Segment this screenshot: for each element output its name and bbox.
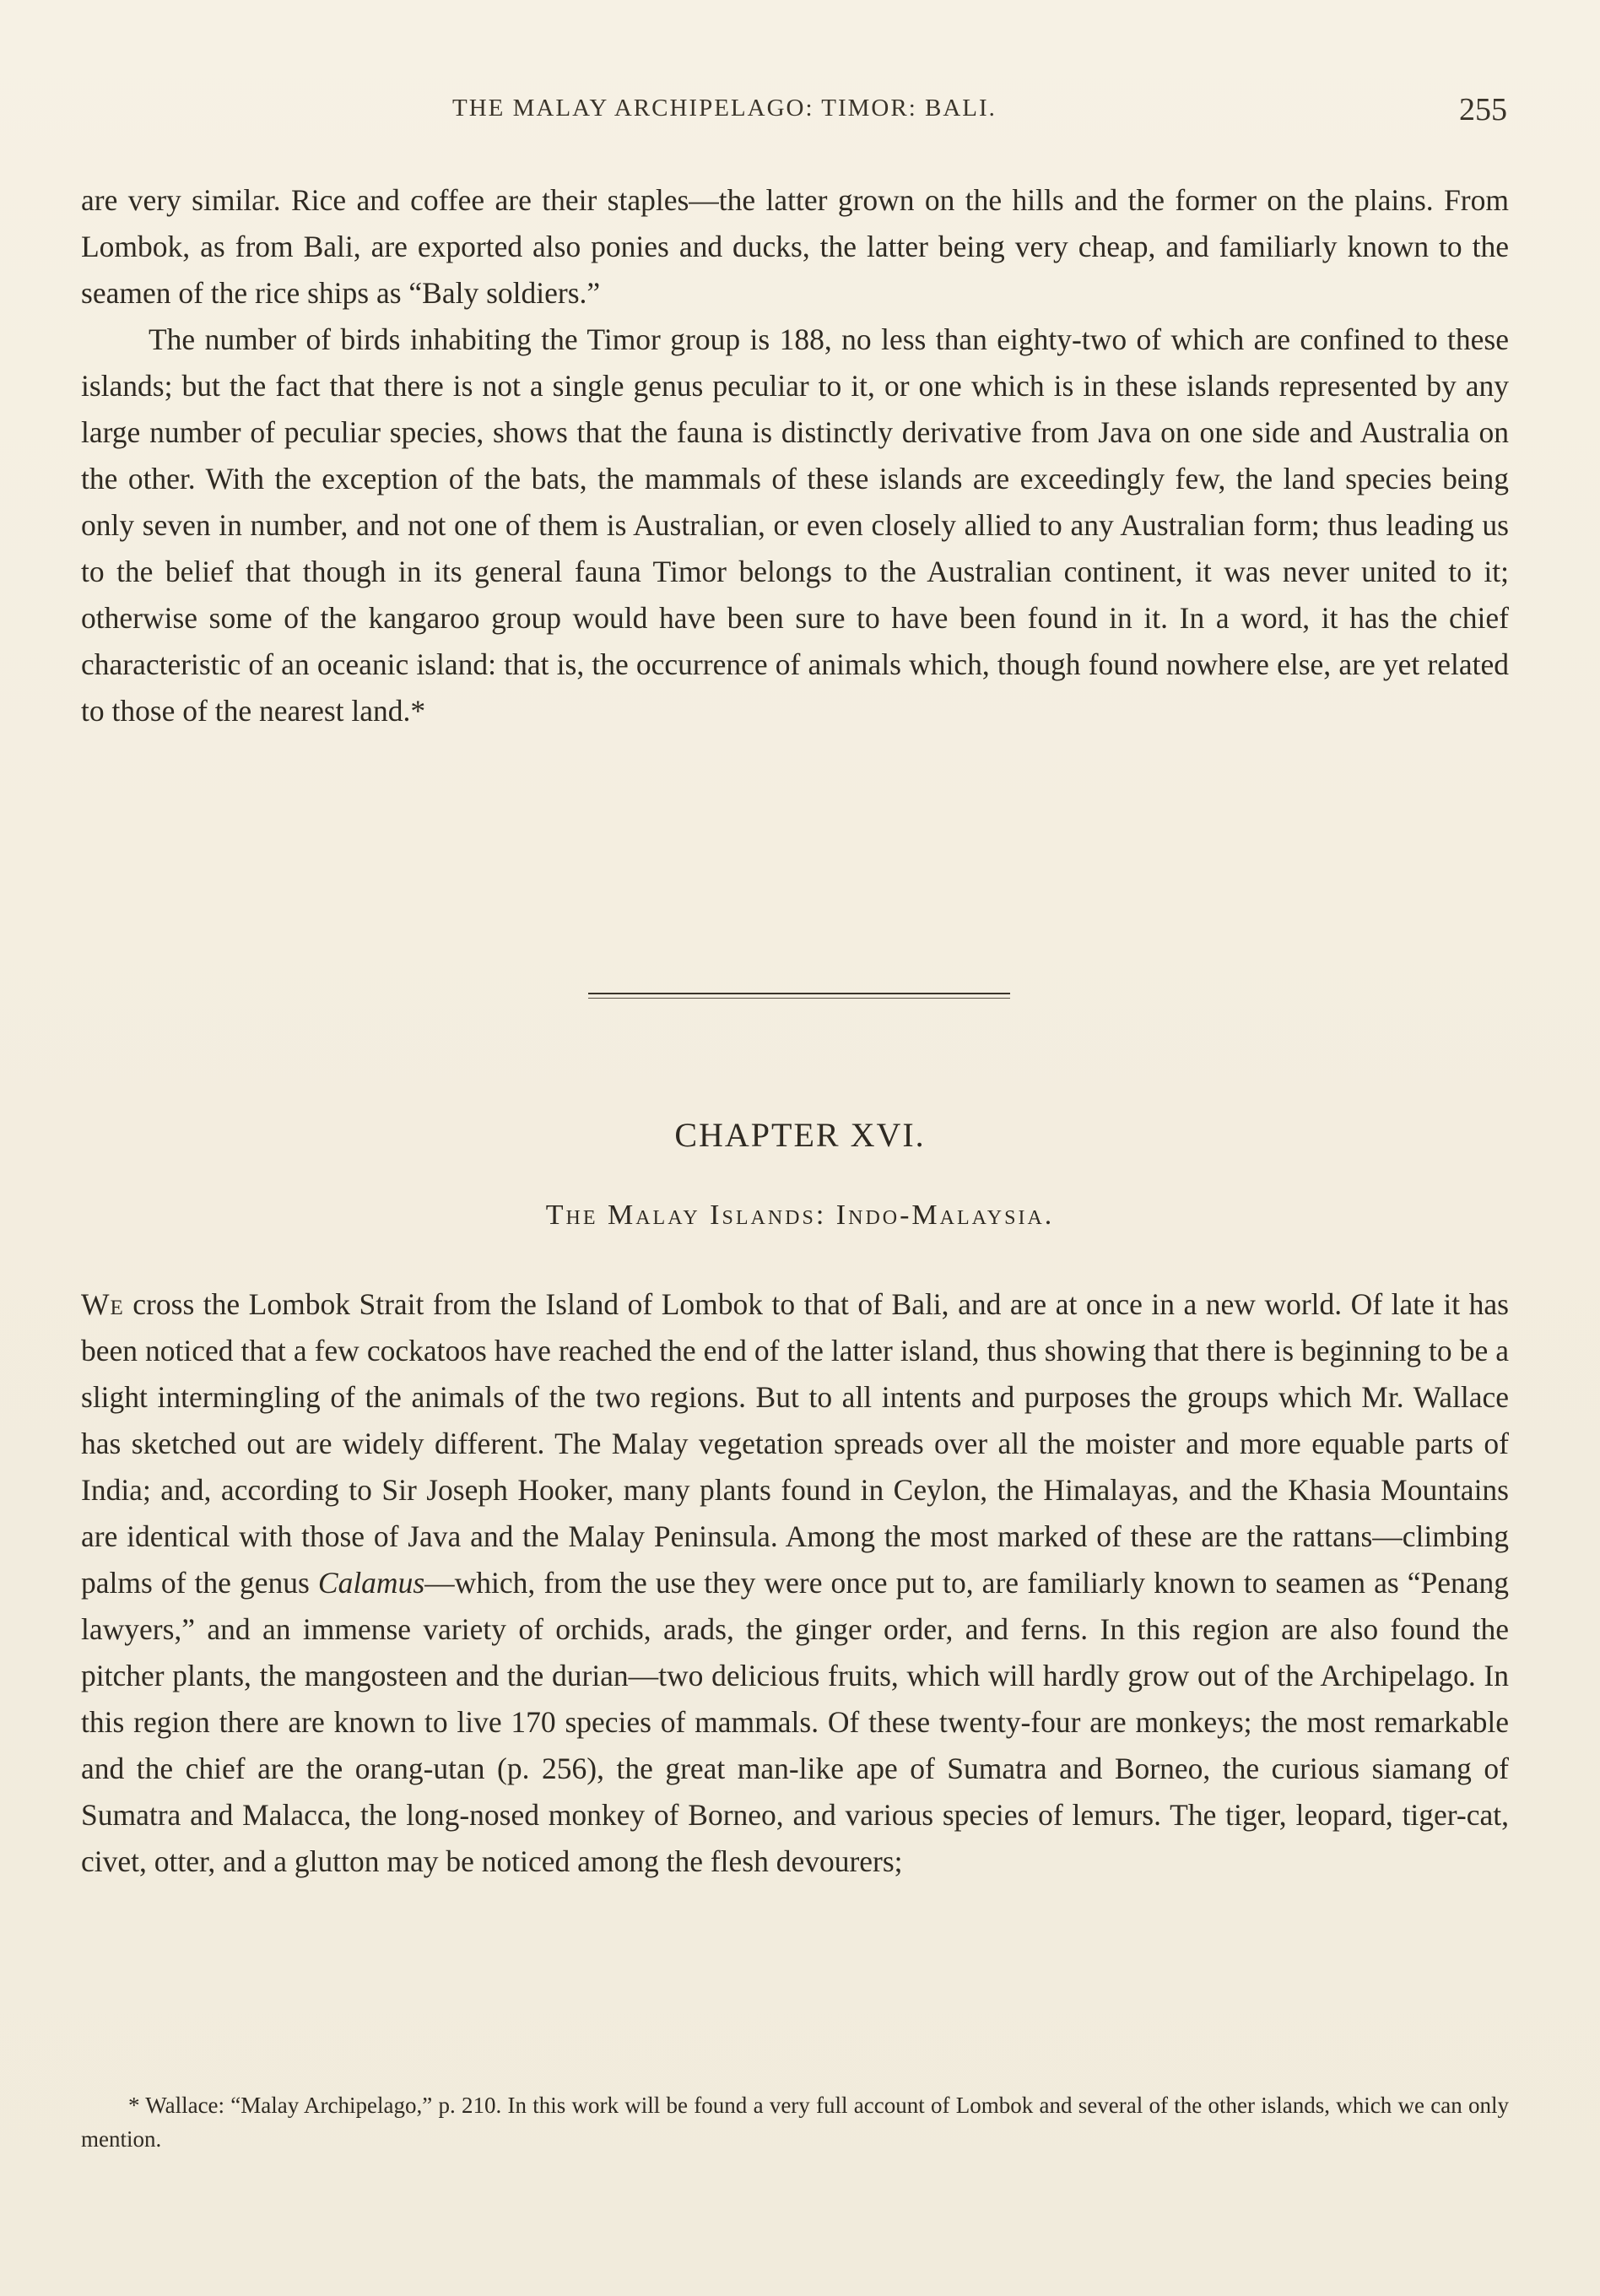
section-divider-rule bbox=[588, 993, 1010, 994]
chapter-heading: CHAPTER XVI. bbox=[674, 1116, 926, 1154]
chapter-text-block bbox=[81, 1281, 1509, 1885]
chapter-opening-word: We bbox=[81, 1287, 124, 1321]
section-divider-rule-secondary bbox=[588, 998, 1010, 999]
chapter-text-part-1: cross the Lombok Strait from the Island of Lombok to that of Bali, and are at once in a new world. Of late it has been noticed that a few cockatoos have reached the end of the latter island, thus showing that there is beginning to be a slight intermingling of the animals of the two regions. But to all intents and purposes the groups which Mr. Wallace has sketched out are widely different. The Malay vegetation spreads over all the moister and more equable parts of India; and, according to Sir Joseph Hooker, many plants found in Ceylon, the Himalayas, and the Khasia Mountains are identical with those of Java and the Malay Peninsula. Among the most marked of these are the rattans—climbing palms of the genus bbox=[81, 1287, 1509, 1600]
footnote-text: * Wallace: “Malay Archipelago,” p. 210. In this work will be found a very full account of Lombok and several of the other islands, which we can only mention. bbox=[81, 2093, 1509, 2152]
chapter-subtitle: The Malay Islands: Indo-Malaysia. bbox=[545, 1199, 1055, 1231]
intro-paragraph-2: The number of birds inhabiting the Timor group is 188, no less than eighty-two of which are confined to these islands; but the fact that there is not a single genus peculiar to it, or one which is in these islands represented by any large number of peculiar species, shows that the fauna is distinctly derivative from Java on one side and Australia on the other. With the exception of the bats, the mammals of these islands are exceedingly few, the land species being only seven in number, and not one of them is Australian, or even closely allied to any Australian form; thus leading us to the belief that though in its general fauna Timor belongs to the Australian continent, it was never united to it; otherwise some of the kangaroo group would have been sure to have been found in it. In a word, it has the chief characteristic of an oceanic island: that is, the occurrence of animals which, though found nowhere else, are yet related to those of the nearest land.* bbox=[81, 322, 1509, 728]
intro-text-block bbox=[81, 177, 1509, 734]
running-title: THE MALAY ARCHIPELAGO: TIMOR: BALI. bbox=[452, 95, 997, 122]
running-head bbox=[123, 91, 1507, 142]
genus-name: Calamus bbox=[317, 1566, 425, 1600]
chapter-paragraph-1 bbox=[81, 1281, 1509, 1885]
intro-paragraph-1: are very similar. Rice and coffee are their staples—the latter grown on the hills and the former on the plains. From Lombok, as from Bali, are exported also ponies and ducks, the latter being very cheap, and familiarly known to the seamen of the rice ships as “Baly soldiers.” bbox=[81, 183, 1509, 310]
footnote bbox=[81, 2088, 1509, 2156]
chapter-text-part-2: —which, from the use they were once put to, are familiarly known to seamen as “Penang lawyers,” and an immense variety of orchids, arads, the ginger order, and ferns. In this region are also found the pitcher plants, the mangosteen and the durian—two delicious fruits, which will hardly grow out of the Archipelago. In this region there are known to live 170 species of mammals. Of these twenty-four are monkeys; the most remarkable and the chief are the orang-utan (p. 256), the great man-like ape of Sumatra and Borneo, the curious siamang of Sumatra and Malacca, the long-nosed monkey of Borneo, and various species of lemurs. The tiger, leopard, tiger-cat, civet, otter, and a glutton may be noticed among the flesh devourers; bbox=[81, 1566, 1509, 1878]
page-number: 255 bbox=[1459, 92, 1507, 127]
